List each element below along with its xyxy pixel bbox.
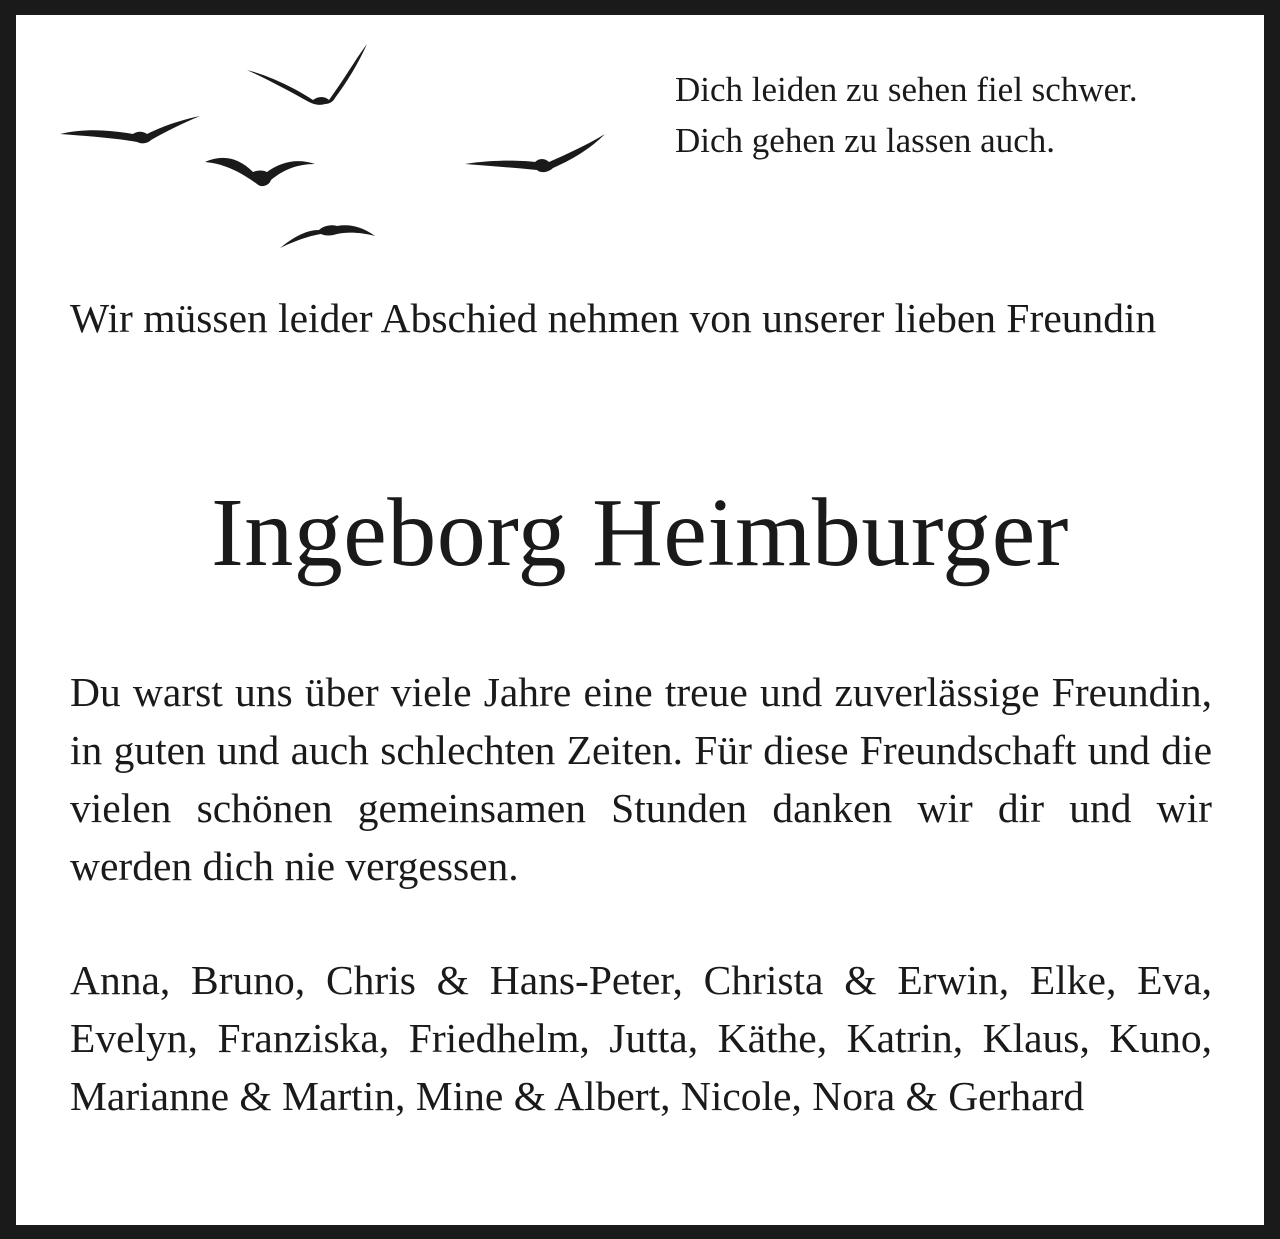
signatures-list: Anna, Bruno, Chris & Hans-Peter, Christa & Erwin, Elke, Eva, Evelyn, Franziska, Friedhelm, Jutta, Käthe, Katrin, Klaus, Kuno, Marianne & Martin, Mine & Albert, Nicole, Nora & Gerhard bbox=[70, 957, 1212, 1119]
bird-icon bbox=[247, 44, 367, 105]
epigraph-line-2: Dich gehen zu lassen auch. bbox=[675, 121, 1055, 160]
epigraph-line-1: Dich leiden zu sehen fiel schwer. bbox=[675, 70, 1138, 109]
epigraph-quote bbox=[675, 64, 1235, 166]
deceased-name: Ingeborg Heimburger bbox=[211, 479, 1069, 587]
bird-icon bbox=[465, 134, 605, 172]
bird-icon bbox=[60, 116, 200, 143]
flying-birds-icon bbox=[55, 38, 615, 258]
tribute-text: Du warst uns über viele Jahre eine treue und zuverlässige Freundin, in guten und auch schlechten Zeiten. Für diese Freundschaft und die vielen schönen gemeinsamen Stunden danken wir dir und wir werden dich nie vergessen. bbox=[70, 669, 1212, 889]
bird-icon bbox=[280, 225, 375, 248]
intro-text: Wir müssen leider Abschied nehmen von unserer lieben Freundin bbox=[70, 295, 1157, 341]
bird-icon bbox=[205, 158, 315, 186]
